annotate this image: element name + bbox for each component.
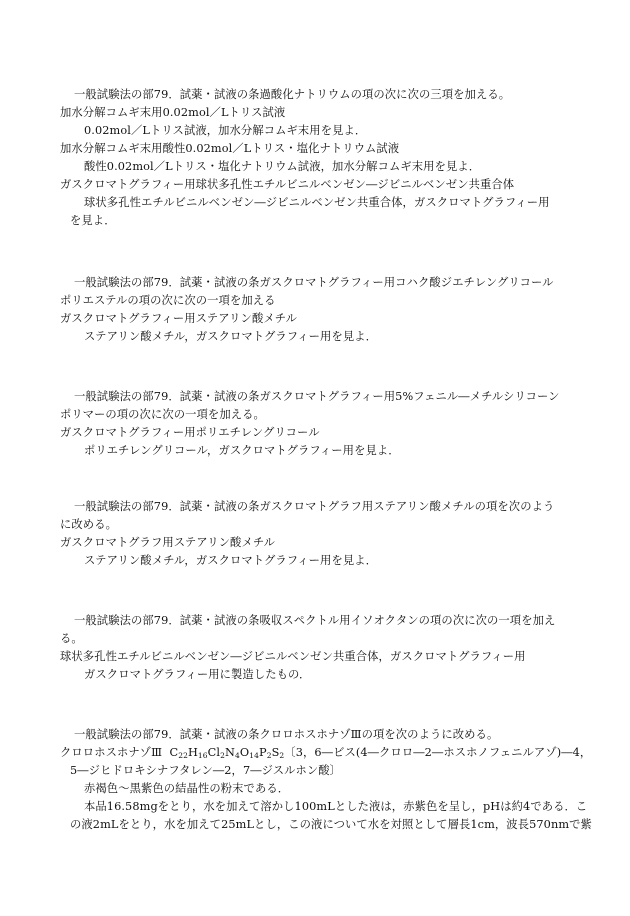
entry-description: 0.02mol／Lトリス試液，加水分解コムギ末用を見よ． [84,124,367,137]
section-5-heading-continuation: る。 [60,632,83,645]
entry-title: ガスクロマトグラフィー用球状多孔性エチルビニルベンゼン―ジビニルベンゼン共重合体 [60,178,515,191]
formula-line [60,746,591,760]
entry-description: 酸性0.02mol／Lトリス・塩化ナトリウム試液，加水分解コムギ末用を見よ． [84,160,481,173]
reagent-name: クロロホスホナゾⅢ [60,746,163,759]
section-4-heading-continuation: に改める。 [60,518,117,531]
entry-title: 加水分解コムギ末用酸性0.02mol／Lトリス・塩化ナトリウム試液 [60,142,400,155]
section-4-heading: 一般試験法の部79．試薬・試液の条ガスクロマトグラフ用ステアリン酸メチルの項を次のよう [74,500,555,513]
section-2-heading: 一般試験法の部79．試薬・試液の条ガスクロマトグラフィー用コハク酸ジエチレングリコール [74,276,554,289]
entry-description: ポリエチレングリコール，ガスクロマトグラフィー用を見よ． [84,444,400,457]
chemical-name: 〔3，6―ビス(4―クロロ―2―ホスホノフェニルアゾ)―4， [284,746,592,759]
chemical-name-continuation: 5―ジヒドロキシナフタレン―2，7―ジスルホン酸〕 [70,764,342,777]
section-3-heading: 一般試験法の部79．試薬・試液の条ガスクロマトグラフィー用5%フェニル―メチルシリコーン [74,390,560,403]
entry-description: 球状多孔性エチルビニルベンゼン―ジビニルベンゼン共重合体，ガスクロマトグラフィー用 [84,196,550,209]
section-6-heading: 一般試験法の部79．試薬・試液の条クロロホスホナゾⅢの項を次のように改める。 [74,728,499,741]
entry-description-continuation: の液2mLをとり，水を加えて25mLとし，この液について水を対照として層長1cm，波長570nmで紫 [70,818,592,831]
entry-title: 球状多孔性エチルビニルベンゼン―ジビニルベンゼン共重合体，ガスクロマトグラフィー用 [60,650,526,663]
entry-title: ガスクロマトグラフ用ステアリン酸メチル [60,536,276,549]
entry-description: ガスクロマトグラフィー用に製造したもの． [84,668,311,681]
entry-description: 赤褐色～黒紫色の結晶性の粉末である． [84,782,290,795]
section-3-heading-continuation: ポリマーの項の次に次の一項を加える。 [60,408,265,421]
entry-description-continuation: を見よ． [70,214,116,227]
entry-title: 加水分解コムギ末用0.02mol／Lトリス試液 [60,106,286,119]
entry-description: ステアリン酸メチル，ガスクロマトグラフィー用を見よ． [84,330,378,343]
section-2-heading-continuation: ポリエステルの項の次に次の一項を加える [60,294,276,307]
section-1-heading: 一般試験法の部79．試薬・試液の条過酸化ナトリウムの項の次に次の三項を加える。 [74,88,511,101]
molecular-formula: $C_{22}H_{16}Cl_2N_4O_{14}P_2S_2$ [169,746,285,760]
entry-description: ステアリン酸メチル，ガスクロマトグラフィー用を見よ． [84,554,378,567]
section-5-heading: 一般試験法の部79．試薬・試液の条吸収スペクトル用イソオクタンの項の次に次の一項を加え [74,614,556,627]
entry-description: 本品16.58mgをとり，水を加えて溶かし100mLとした液は，赤紫色を呈し，pHは約4である．こ [84,800,588,813]
entry-title: ガスクロマトグラフィー用ステアリン酸メチル [60,312,297,325]
entry-title: ガスクロマトグラフィー用ポリエチレングリコール [60,426,320,439]
